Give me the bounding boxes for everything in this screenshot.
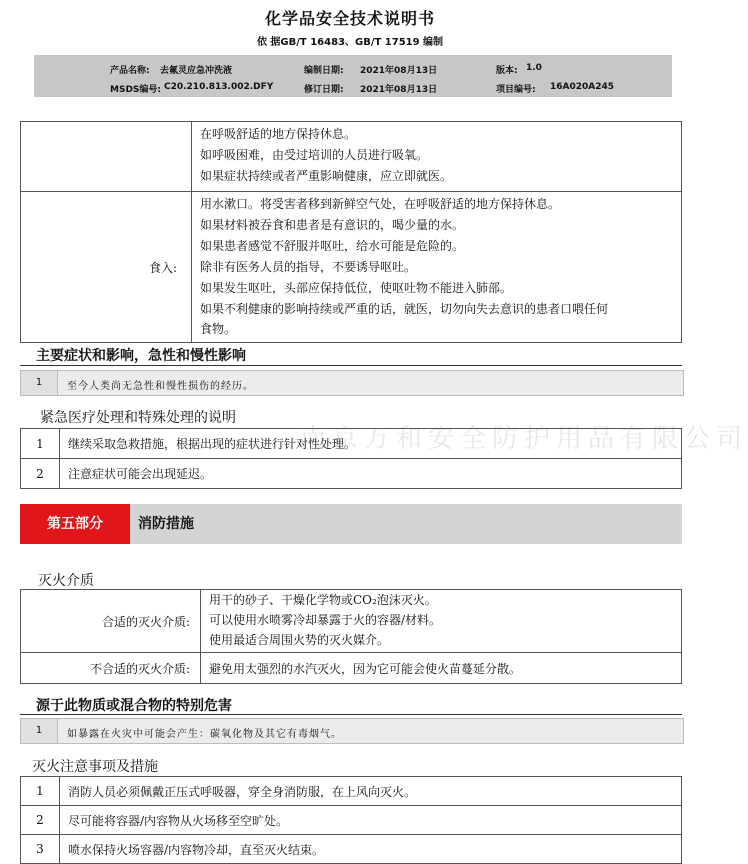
row-number: 2 — [21, 459, 60, 489]
section-five-bar — [20, 504, 682, 544]
precaution-text: 尽可能将容器/内容物从火场移至空旷处。 — [60, 806, 682, 835]
list-item: 如果材料被吞食和患者是有意识的，喝少量的水。 — [200, 218, 465, 232]
emergency-table — [20, 428, 682, 489]
version-value: 1.0 — [526, 63, 542, 73]
precaution-text: 喷水保持火场容器/内容物冷却，直至灭火结束。 — [60, 835, 682, 864]
ingest-measures-cell — [192, 192, 682, 343]
msds-number-value: C20.210.813.002.DFY — [164, 82, 274, 92]
product-name-label: 产品名称: — [110, 66, 150, 76]
row-number: 2 — [21, 806, 60, 835]
project-number-value: 16A020A245 — [550, 82, 615, 92]
company-watermark: 南京万和安全防护用品有限公司 — [300, 424, 748, 454]
precautions-heading: 灭火注意事项及措施 — [32, 759, 158, 775]
list-item: 用干的砂子、干燥化学物或CO₂泡沫灭火。 — [209, 593, 437, 607]
table-row — [21, 122, 682, 192]
precautions-table — [20, 776, 682, 864]
list-item: 除非有医务人员的指导，不要诱导呕吐。 — [200, 260, 417, 274]
table-row — [21, 459, 682, 489]
symptoms-heading: 主要症状和影响，急性和慢性影响 — [36, 348, 246, 364]
list-item: 可以使用水喷雾冷却暴露于火的容器/材料。 — [209, 613, 442, 627]
list-item: 如呼吸困难，由受过培训的人员进行吸氧。 — [200, 148, 429, 162]
list-item: 如果不利健康的影响持续或严重的话，就医，切勿向失去意识的患者口喂任何 — [200, 302, 609, 316]
product-name-value: 去氟灵应急冲洗液 — [160, 66, 233, 76]
table-row — [21, 653, 682, 684]
table-row — [21, 777, 682, 806]
table-row — [21, 835, 682, 864]
precaution-text: 消防人员必须佩戴正压式呼吸器，穿全身消防服，在上风向灭火。 — [60, 777, 682, 806]
table-row — [21, 590, 682, 653]
msds-number-label: MSDS编号: — [110, 85, 161, 95]
section-title: 消防措施 — [138, 516, 194, 532]
inhale-label-cell — [21, 122, 192, 192]
list-item: 如果症状持续或者严重影响健康，应立即就医。 — [200, 169, 453, 183]
list-item: 食物。 — [200, 322, 237, 336]
hazards-text: 如暴露在火灾中可能会产生：碳氧化物及其它有毒烟气。 — [67, 729, 342, 740]
hazards-heading: 源于此物质或混合物的特别危害 — [36, 698, 232, 714]
symptoms-row — [20, 370, 684, 396]
table-row — [21, 429, 682, 459]
emergency-text: 继续采取急救措施，根据出现的症状进行针对性处理。 — [60, 429, 682, 459]
revised-date-value: 2021年08月13日 — [360, 85, 438, 95]
symptoms-text: 至今人类尚无急性和慢性损伤的经历。 — [67, 381, 254, 392]
unsuitable-media-text: 避免用太强烈的水汽灭火，因为它可能会使火苗蔓延分散。 — [201, 653, 682, 684]
row-number: 3 — [21, 835, 60, 864]
table-row — [21, 192, 682, 343]
version-label: 版本: — [496, 66, 518, 76]
compiled-date-value: 2021年08月13日 — [360, 66, 438, 76]
row-number: 1 — [21, 371, 58, 395]
compiled-date-label: 编制日期: — [304, 66, 344, 76]
row-number: 1 — [21, 429, 60, 459]
revised-date-label: 修订日期: — [304, 85, 344, 95]
suitable-media-label: 合适的灭火介质: — [21, 590, 201, 653]
document-title: 化学品安全技术说明书 — [264, 9, 435, 28]
list-item: 在呼吸舒适的地方保持休息。 — [200, 127, 357, 141]
table-row — [21, 806, 682, 835]
suitable-media-cell — [201, 590, 682, 653]
list-item: 使用最适合周围火势的灭火媒介。 — [209, 633, 390, 647]
row-number: 1 — [21, 777, 60, 806]
section-part-label: 第五部分 — [20, 504, 130, 544]
emergency-text: 注意症状可能会出现延迟。 — [60, 459, 682, 489]
media-heading: 灭火介质 — [38, 573, 94, 589]
media-table — [20, 589, 682, 684]
section-divider — [20, 365, 682, 366]
emergency-heading: 紧急医疗处理和特殊处理的说明 — [40, 410, 236, 426]
document-info-header — [34, 55, 672, 97]
first-aid-table — [20, 121, 682, 343]
row-number: 1 — [21, 719, 58, 743]
section-divider — [20, 714, 682, 715]
document-subtitle: 依 据GB/T 16483、GB/T 17519 编制 — [256, 37, 444, 48]
list-item: 如果发生呕吐，头部应保持低位，使呕吐物不能进入肺部。 — [200, 281, 513, 295]
unsuitable-media-label: 不合适的灭火介质: — [21, 653, 201, 684]
list-item: 用水漱口。将受害者移到新鲜空气处，在呼吸舒适的地方保持休息。 — [200, 197, 561, 211]
project-number-label: 项目编号: — [496, 85, 536, 95]
hazards-row — [20, 718, 684, 744]
ingest-label: 食入: — [21, 192, 192, 343]
list-item: 如果患者感觉不舒服并呕吐，给水可能是危险的。 — [200, 239, 465, 253]
inhale-measures-cell — [192, 122, 682, 192]
